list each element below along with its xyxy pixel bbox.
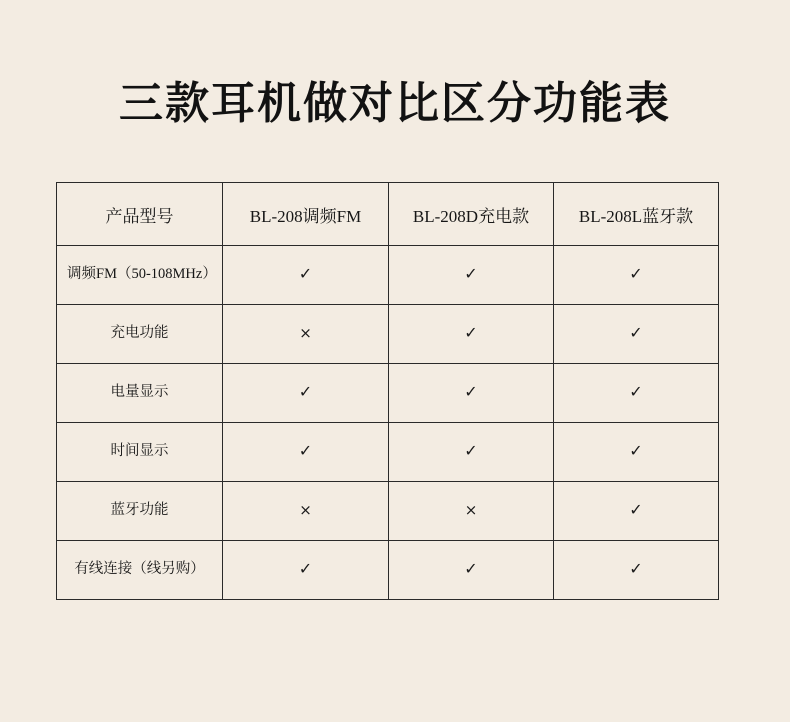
feature-value [554,541,719,600]
cross-icon: × [299,323,312,342]
feature-value [389,482,554,541]
page-title: 三款耳机做对比区分功能表 [119,78,671,129]
feature-label: 电量显示 [57,364,223,423]
check-icon: ✓ [629,500,643,519]
feature-value [554,482,719,541]
check-icon: ✓ [464,323,478,342]
cross-icon: × [464,500,478,519]
feature-value [389,541,554,600]
feature-value [389,423,554,482]
comparison-table-wrapper [56,182,718,600]
check-icon: ✓ [629,382,643,401]
feature-value [223,305,389,364]
feature-value [223,482,389,541]
feature-label: 蓝牙功能 [57,482,223,541]
table-header-row [57,183,719,246]
feature-value [223,246,389,305]
check-icon: ✓ [464,441,478,460]
check-icon: ✓ [629,264,643,283]
feature-comparison-table [56,182,719,600]
feature-label: 有线连接（线另购） [57,541,223,600]
feature-label: 充电功能 [57,305,223,364]
check-icon: ✓ [298,382,313,401]
feature-value [389,364,554,423]
column-header-product-2: BL-208D充电款 [389,183,554,246]
check-icon: ✓ [298,264,313,283]
column-header-product-1: BL-208调频FM [223,183,389,246]
check-icon: ✓ [629,559,643,578]
feature-label: 时间显示 [57,423,223,482]
feature-value [554,246,719,305]
feature-value [223,423,389,482]
table-header [57,183,719,246]
check-icon: ✓ [464,264,478,283]
check-icon: ✓ [629,323,643,342]
column-header-model: 产品型号 [57,183,223,246]
table-row [57,423,719,482]
table-row [57,364,719,423]
feature-value [554,423,719,482]
feature-value [389,246,554,305]
feature-value [389,305,554,364]
table-body [57,246,719,600]
feature-value [223,541,389,600]
table-row [57,305,719,364]
check-icon: ✓ [464,382,478,401]
feature-value [554,364,719,423]
feature-value [554,305,719,364]
cross-icon: × [299,500,312,519]
check-icon: ✓ [464,559,478,578]
check-icon: ✓ [298,441,313,460]
check-icon: ✓ [298,559,313,578]
table-row [57,541,719,600]
check-icon: ✓ [629,441,643,460]
feature-label: 调频FM（50-108MHz） [57,246,223,305]
column-header-product-3: BL-208L蓝牙款 [554,183,719,246]
table-row [57,246,719,305]
table-row [57,482,719,541]
feature-value [223,364,389,423]
